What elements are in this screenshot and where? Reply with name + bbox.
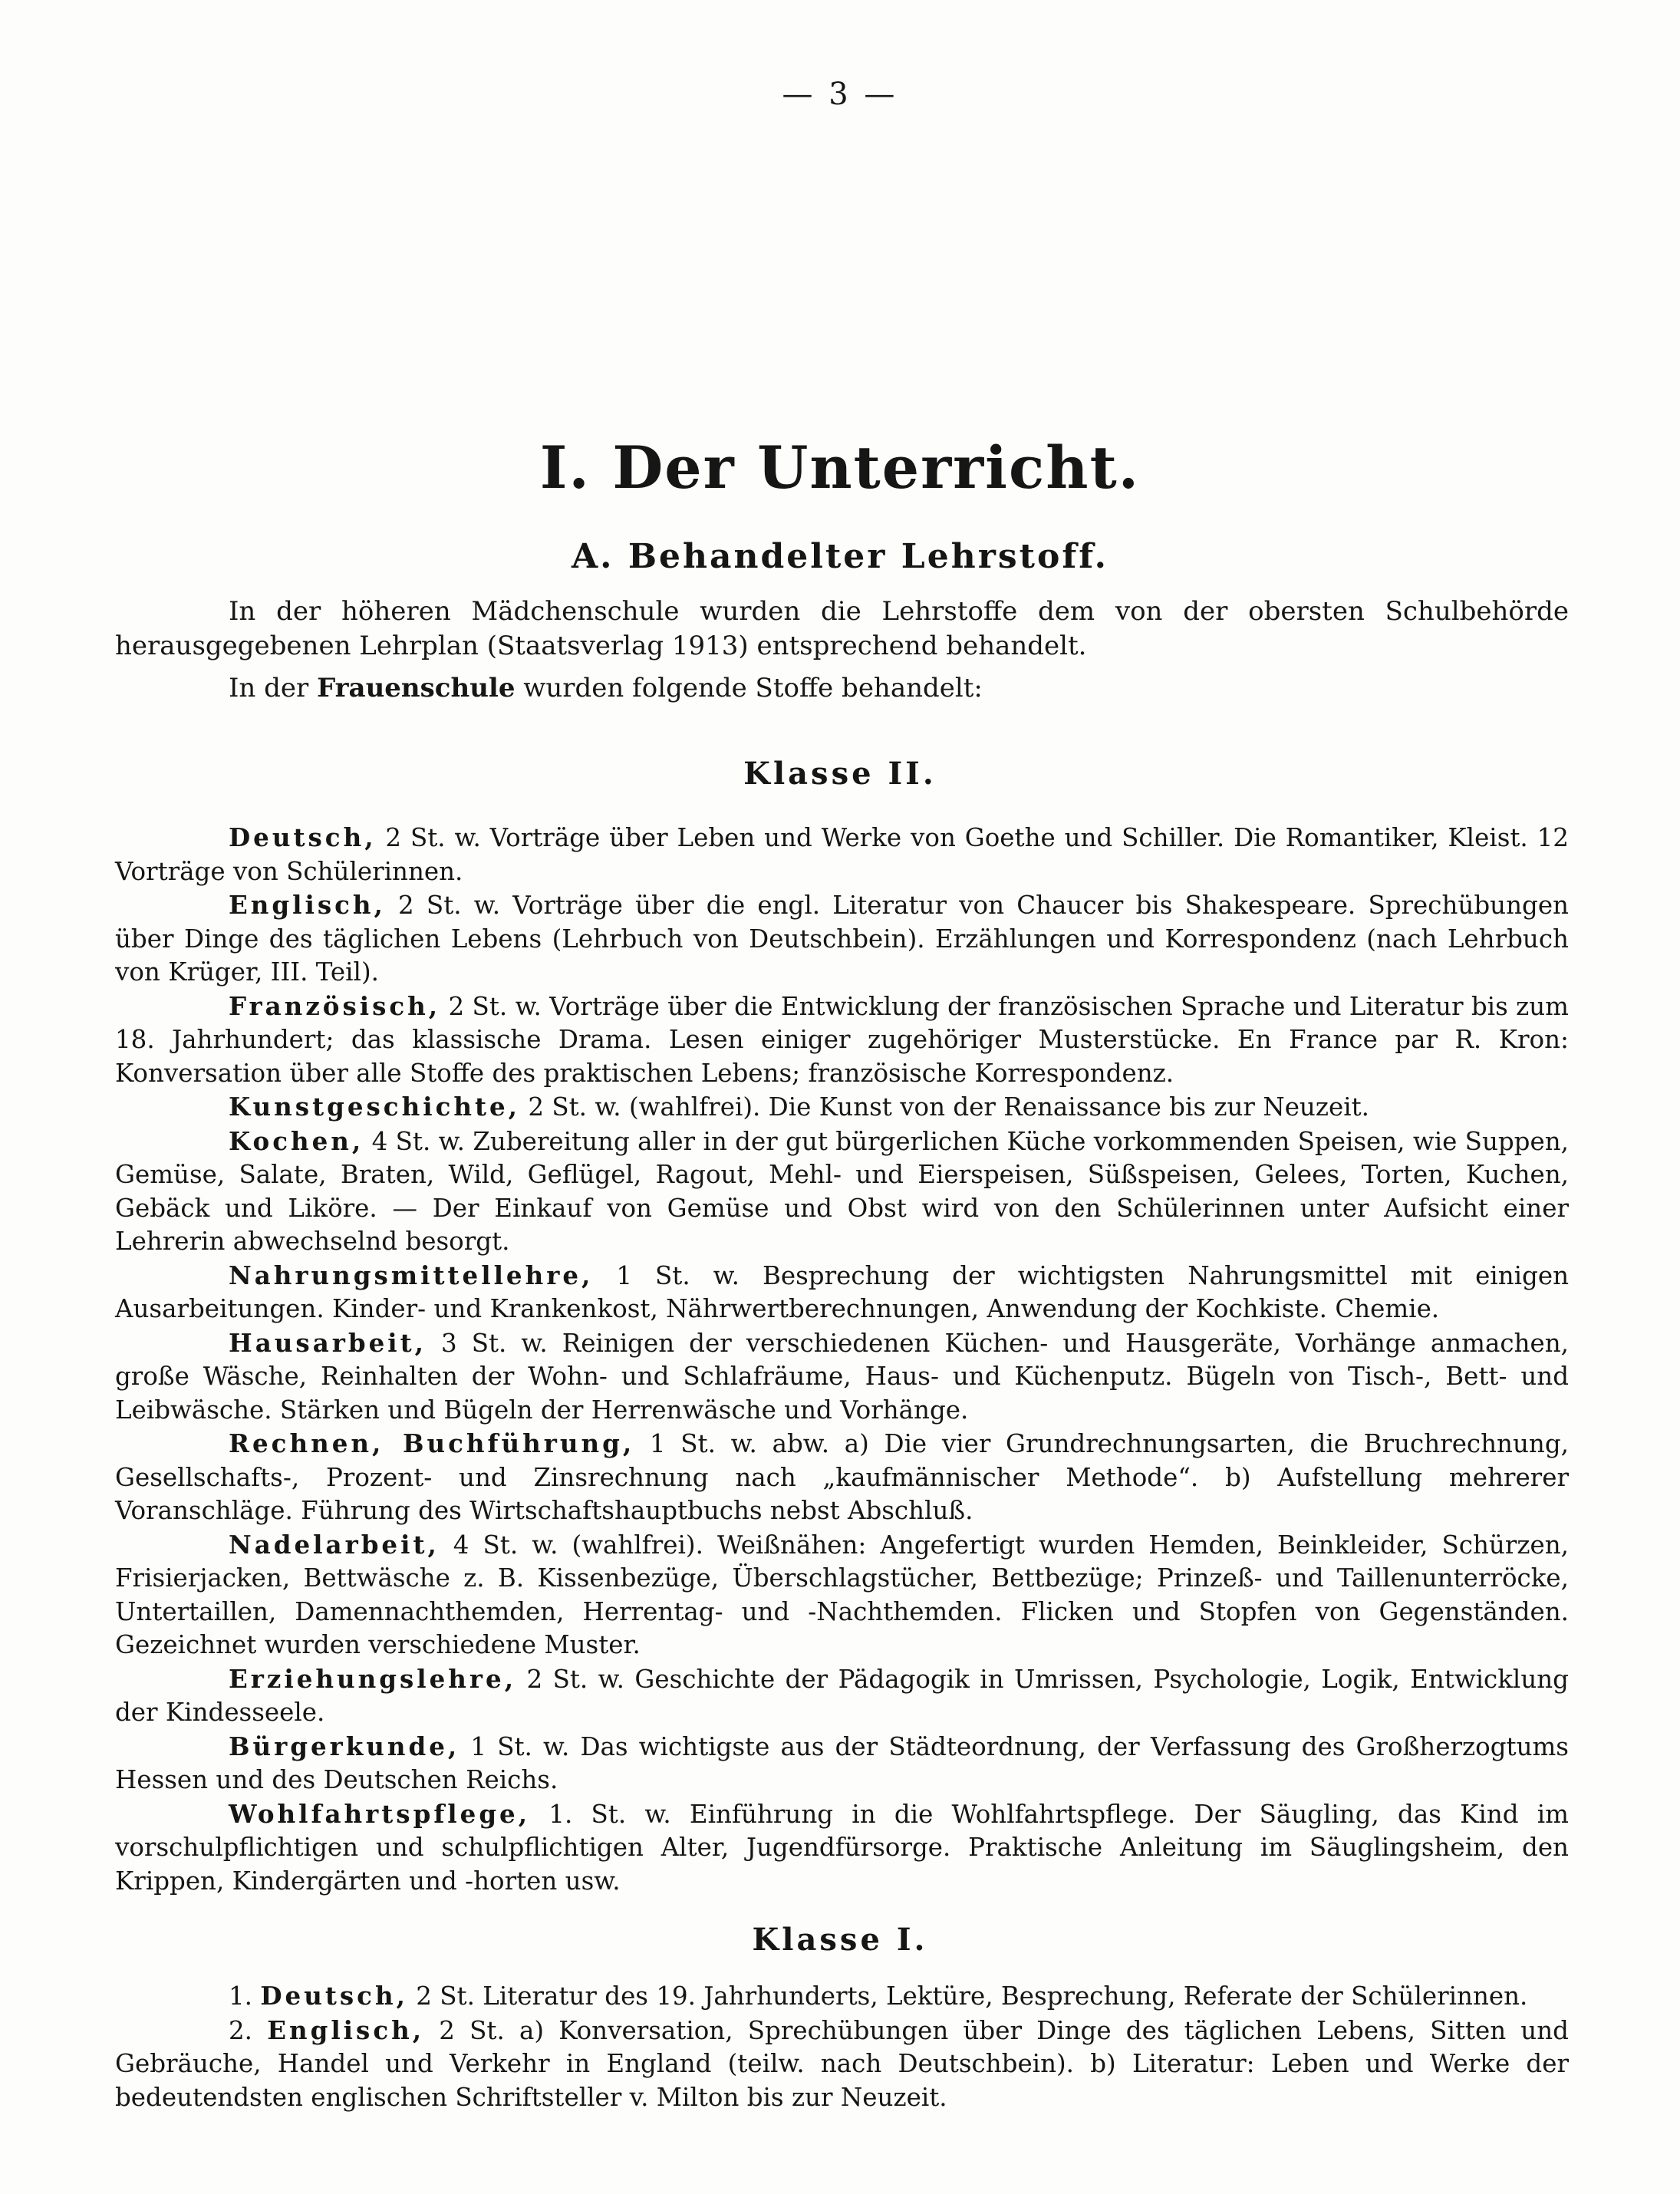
frauenschule-term: Frauenschule <box>317 673 516 703</box>
subject-entry-deutsch <box>115 1979 1569 2014</box>
subject-description: 1 St. w. abw. a) Die vier Grundrechnungsarten, die Bruchrechnung, Gesellschafts-, Prozent- und Zinsrechnung nach „kaufmännischer Methode“. b) Aufstellung mehrerer Voranschläge. Führung des Wirtschaftshauptbuchs nebst Abschluß. <box>115 1429 1569 1525</box>
subject-description: 2 St. w. (wahlfrei). Die Kunst von der Renaissance bis zur Neuzeit. <box>520 1092 1369 1122</box>
intro-paragraph: In der höheren Mädchenschule wurden die Lehrstoffe dem von der obersten Schulbehörde herausgegebenen Lehrplan (Staatsverlag 1913) entsprechend behandelt. <box>115 596 1569 661</box>
entry-number: 2. <box>229 2015 253 2045</box>
chapter-title: I. Der Unterricht. <box>539 433 1141 502</box>
subject-name: Englisch, <box>229 890 386 920</box>
subject-entry-englisch <box>115 2014 1569 2115</box>
subject-entry-buergerkunde <box>115 1730 1569 1797</box>
subject-entry-nadelarbeit <box>115 1528 1569 1662</box>
subject-entry-franzoesisch <box>115 990 1569 1091</box>
subject-name: Bürgerkunde, <box>229 1731 460 1761</box>
section-title: A. Behandelter Lehrstoff. <box>572 537 1108 576</box>
subject-description: 1 St. w. Besprechung der wichtigsten Nahrungsmittel mit einigen Ausarbeitungen. Kinder- und Krankenkost, Nährwertberechnungen, Anwendung der Kochkiste. Chemie. <box>115 1260 1569 1323</box>
subject-description: 1 St. w. Das wichtigste aus der Städteordnung, der Verfassung des Großherzogtums Hessen und des Deutschen Reichs. <box>115 1731 1569 1794</box>
page-number: — 3 — <box>782 77 898 112</box>
subject-entry-kunstgeschichte <box>115 1090 1569 1125</box>
class-ii-subject-list <box>115 821 1569 1898</box>
subject-description: 2 St. w. Vorträge über Leben und Werke von Goethe und Schiller. Die Romantiker, Kleist. 12 Vorträge von Schülerinnen. <box>115 823 1569 886</box>
subject-name: Kunstgeschichte, <box>229 1092 520 1122</box>
subject-name: Französisch, <box>229 990 441 1021</box>
intro-text <box>115 595 1569 713</box>
intro-text-before: In der <box>229 673 318 703</box>
subject-entry-wohlfahrtspflege <box>115 1797 1569 1899</box>
subject-description: 2 St. a) Konversation, Sprechübungen über Dinge des täglichen Lebens, Sitten und Gebräuche, Handel und Verkehr in England (teilw. nach Deutschbein). b) Literatur: Leben und Werke der bedeutendsten englischen Schriftsteller v. Milton bis zur Neuzeit. <box>115 2015 1569 2112</box>
subject-description: 2 St. Literatur des 19. Jahrhunderts, Lektüre, Besprechung, Referate der Schülerinnen. <box>407 1982 1528 2011</box>
entry-number: 1. <box>229 1982 253 2011</box>
subject-description: 4 St. w. (wahlfrei). Weißnähen: Angefertigt wurden Hemden, Beinkleider, Schürzen, Frisierjacken, Bettwäsche z. B. Kissenbezüge, Überschlagstücher, Bettbezüge; Prinzeß- und Taillenunterröcke, Untertaillen, Damennachthemden, Herrentag- und -Nachthemden. Flicken und Stopfen von Gegenständen. Gezeichnet wurden verschiedene Muster. <box>115 1530 1569 1659</box>
subject-entry-kochen <box>115 1125 1569 1259</box>
subject-entry-deutsch <box>115 821 1569 888</box>
class-heading-ii: Klasse II. <box>743 756 937 792</box>
subject-description: 2 St. w. Vorträge über die Entwicklung der französischen Sprache und Literatur bis zum 18. Jahrhundert; das klassische Drama. Lesen einiger zugehöriger Musterstücke. En France par R. Kron: Konversation über alle Stoffe des praktischen Lebens; französische Korrespondenz. <box>115 991 1569 1088</box>
subject-entry-erziehungslehre <box>115 1662 1569 1730</box>
subject-description: 1. St. w. Einführung in die Wohlfahrtspflege. Der Säugling, das Kind im vorschulpflichtigen und schulpflichtigen Alter, Jugendfürsorge. Praktische Anleitung im Säuglingsheim, den Krippen, Kindergärten und -horten usw. <box>115 1799 1569 1896</box>
subject-entry-rechnen <box>115 1427 1569 1528</box>
subject-name: Kochen, <box>229 1125 364 1156</box>
subject-name: Wohlfahrtspflege, <box>229 1798 531 1829</box>
class-heading-i: Klasse I. <box>752 1922 928 1958</box>
subject-description: 2 St. w. Geschichte der Pädagogik in Umrissen, Psychologie, Logik, Entwicklung der Kindesseele. <box>115 1664 1569 1727</box>
subject-entry-hausarbeit <box>115 1326 1569 1428</box>
subject-description: 3 St. w. Reinigen der verschiedenen Küchen- und Hausgeräte, Vorhänge anmachen, große Wäsche, Reinhalten der Wohn- und Schlafräume, Haus- und Küchenputz. Bügeln von Tisch-, Bett- und Leibwäsche. Stärken und Bügeln der Herrenwäsche und Vorhänge. <box>115 1328 1569 1425</box>
subject-description: 2 St. w. Vorträge über die engl. Literatur von Chaucer bis Shakespeare. Sprechübungen über Dinge des täglichen Lebens (Lehrbuch von Deutschbein). Erzählungen und Korrespondenz (nach Lehrbuch von Krüger, III. Teil). <box>115 891 1569 987</box>
subject-name: Deutsch, <box>260 1981 408 2011</box>
intro-paragraph <box>115 671 1569 706</box>
subject-entry-nahrungsmittellehre <box>115 1259 1569 1326</box>
subject-description: 4 St. w. Zubereitung aller in der gut bürgerlichen Küche vorkommenden Speisen, wie Suppen, Gemüse, Salate, Braten, Wild, Geflügel, Ragout, Mehl- und Eierspeisen, Süßspeisen, Gelees, Torten, Kuchen, Gebäck und Liköre. — Der Einkauf von Gemüse und Obst wird von den Schülerinnen unter Aufsicht einer Lehrerin abwechselnd besorgt. <box>115 1126 1569 1256</box>
subject-name: Hausarbeit, <box>229 1327 427 1358</box>
subject-name: Nadelarbeit, <box>229 1529 440 1560</box>
subject-name: Englisch, <box>267 2014 425 2045</box>
subject-name: Rechnen, Buchführung, <box>229 1428 635 1458</box>
subject-entry-englisch <box>115 888 1569 990</box>
intro-text-after: wurden folgende Stoffe behandelt: <box>515 673 983 703</box>
subject-name: Deutsch, <box>229 822 377 852</box>
subject-name: Nahrungsmittellehre, <box>229 1260 594 1290</box>
class-i-subject-list <box>115 1979 1569 2114</box>
subject-name: Erziehungslehre, <box>229 1663 517 1694</box>
